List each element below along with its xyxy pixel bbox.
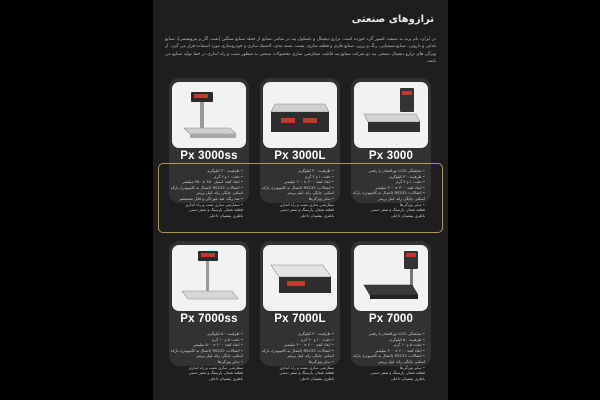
product-model: Px 3000	[368, 150, 414, 162]
product-model: Px 7000L	[274, 313, 326, 325]
product-model: Px 7000	[368, 313, 414, 325]
floor-scale-column-icon	[172, 245, 246, 311]
product-photo	[172, 82, 246, 148]
product-card-px7000l[interactable]	[260, 241, 340, 381]
product-specs: • ظرفیت: ۷۰ کیلوگرم • دقت: ۱۰ و ۲۰ گرم • ابعاد کفه: ۴۰۰ × ۴۰۰ میلیمتر • اتصالات: RS232 (اتصال به کامپیوتر)، بارکد اسکنر، چاپگر، رله، لیبل پرینتر • سایر ویژگی‌ها سفارشی سازی نصب و راه اندازی قطعه شمار، پارسنگ و صفر دستی باطری پشتیبان داخلی	[261, 331, 334, 381]
catalog-page	[153, 0, 448, 400]
section-intro: در ایران، نام برند به صنعت کشور گره خورده است. ترازو دیجیتال و باسکول پند در تمامی صنایع از جمله صنایع سنگین (نفت، گاز و پتروشیمی)، صنایع غذایی و دارویی، صنایع شیمیایی، رنگ و رزین، صنایع فلزی و قطعه سازی، پست، بسته بندی، لاستیک سازی و خودروسازی مورد استفاده قرار می گیرد. از ویژگی های ترازو دیجیتال صنعتی پند دو شرکت صنایع پند قابلیت سفارشی سازی محصولات صنعتی به منظور نصب و راه اندازی در خط تولید صنایع می باشد.	[165, 37, 436, 65]
product-model: Px 3000L	[274, 150, 326, 162]
product-card-px7000[interactable]	[351, 241, 431, 381]
product-specs: • نمایشگر: LCD نورافشان یا رقمی • ظرفیت: ۳۰ کیلوگرم • دقت: ۱ و ۲ گرم • ابعاد کفه: ۳۰۰ × ۳۰۰ میلیمتر • اتصالات: RS232 (اتصال به کامپیوتر)، بارکد اسکنر، چاپگر، رله، لیبل پرینتر • سایر ویژگی‌ها قطعه شمار، پارسنگ و صفر دستی باطری پشتیبان داخلی	[352, 168, 425, 218]
product-specs: • ظرفیت: ۵۰ کیلوگرم • دقت: ۵ و ۱۰ گرم • ابعاد کفه: ۴۰۰ × ۵۰۰ میلیمتر • اتصالات: RS232 (اتصال به کامپیوتر)، بارکد اسکنر، چاپگر، رله، لیبل پرینتر • سایر ویژگی‌ها سفارشی سازی نصب و راه اندازی قطعه شمار، پارسنگ و صفر دستی باطری پشتیبان داخلی	[170, 331, 243, 381]
product-photo	[263, 245, 337, 311]
product-model: Px 7000ss	[180, 313, 238, 325]
platform-scale-pole-icon	[354, 245, 428, 311]
section-title: ترازوهای صنعتی	[351, 14, 434, 25]
product-specs: • ظرفیت: ۳۰ کیلوگرم • دقت: ۱ و ۲ گرم • ابعاد کفه: استیل ۴۵۰ × ۳۵۰ میلیمتر • اتصالات: RS232 (اتصال به کامپیوتر)، بارکد اسکنر، چاپگر، رله، لیبل پرینتر • ضد زنگ، ضد خوردگی و قابل شستشو • سفارشی سازی نصب و راه اندازی قطعه شمار، پارسنگ و صفر دستی باطری پشتیبان داخلی	[170, 168, 243, 218]
product-photo	[263, 82, 337, 148]
bench-scale-column-icon	[172, 82, 246, 148]
platform-scale-tower-icon	[354, 82, 428, 148]
product-photo	[354, 82, 428, 148]
large-table-scale-icon	[263, 245, 337, 311]
product-card-px7000ss[interactable]	[169, 241, 249, 381]
product-photo	[354, 245, 428, 311]
product-photo	[172, 245, 246, 311]
table-scale-icon	[263, 82, 337, 148]
product-specs: • نمایشگر: LCD نورافشان یا رقمی • ظرفیت: ۵۰ کیلوگرم • دقت: ۵ و ۱۰ گرم • ابعاد کفه: ۴۰۰ × ۴۰۰ میلیمتر • اتصالات: RS232 (اتصال به کامپیوتر)، بارکد اسکنر، چاپگر، رله، لیبل پرینتر • سایر ویژگی‌ها قطعه شمار، پارسنگ و صفر دستی باطری پشتیبان داخلی	[352, 331, 425, 381]
product-specs: • ظرفیت: ۳۰ کیلوگرم • دقت: ۱ و ۲ گرم • ابعاد کفه: ۳۰۰ × ۲۰۰ میلیمتر • اتصالات: RS232 (اتصال به کامپیوتر)، بارکد اسکنر، چاپگر، رله، لیبل پرینتر • سایر ویژگی‌ها سفارشی سازی نصب و راه اندازی قطعه شمار، پارسنگ و صفر دستی باطری پشتیبان داخلی	[261, 168, 334, 218]
highlight-outline	[158, 163, 443, 233]
product-model: Px 3000ss	[180, 150, 238, 162]
